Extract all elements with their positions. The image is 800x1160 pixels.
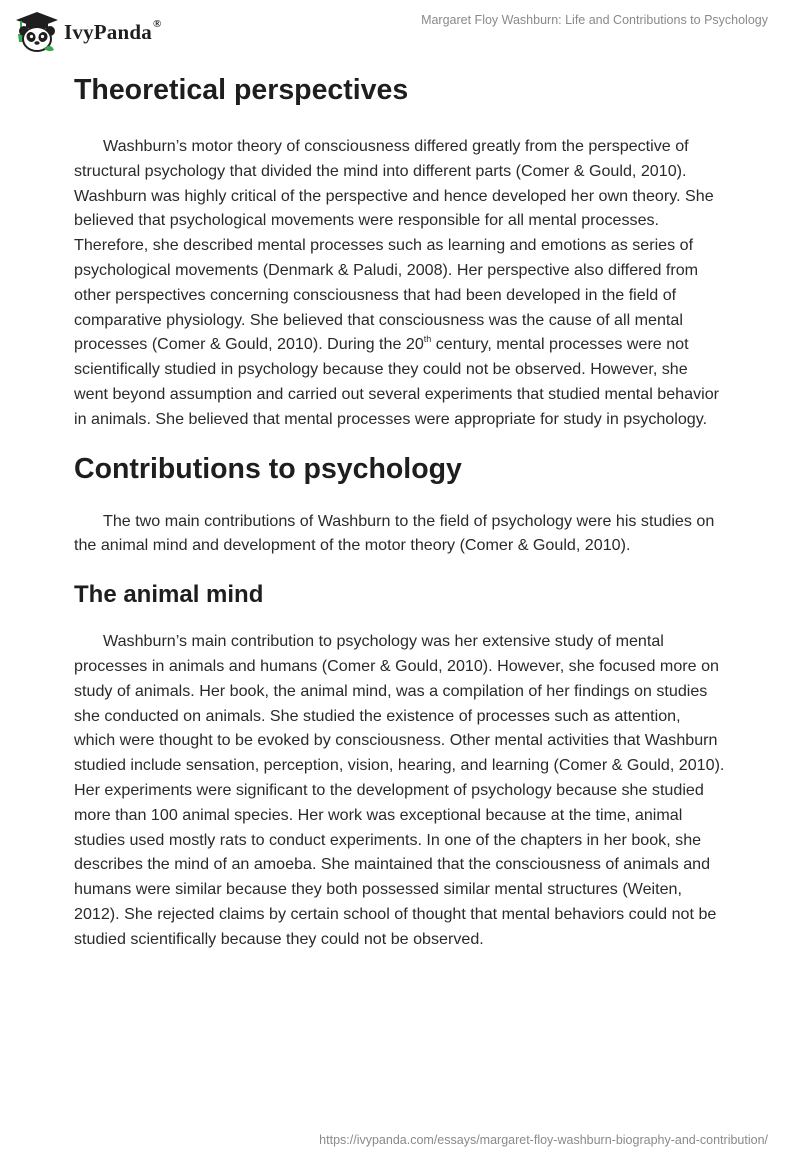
essay-body — [74, 70, 726, 952]
page-header — [0, 0, 800, 60]
logo-wordmark: IvyPanda® — [64, 17, 162, 44]
panda-graduate-icon — [14, 10, 60, 54]
heading-the-animal-mind: The animal mind — [74, 581, 264, 609]
heading-theoretical-perspectives: Theoretical perspectives — [74, 74, 409, 106]
paragraph-contributions: The two main contributions of Washburn to the field of psychology were his studies on the animal mind and development of the motor theory (Comer & Gould, 2010). — [74, 511, 715, 555]
heading-contributions-to-psychology: Contributions to psychology — [74, 452, 462, 485]
paragraph-theoretical-perspectives: Washburn’s motor theory of consciousness differed greatly from the perspective of structural psychology that divided the mind into different parts (Comer & Gould, 2010). Washburn was highly critical of the perspective and hence developed her own theory. She believed that psychological movements were responsible for all mental processes. Therefore, she described mental processes such as learning and emotions as series of psychological movements (Denmark & Paludi, 2008). Her perspective also differed from other perspectives concerning consciousness that had been developed in the field of comparative physiology. She believed that consciousness was the cause of all mental processes (Comer & Gould, 2010). During the 20th century, mental processes were not scientifically studied in psychology because they could not be observed. However, she went beyond assumption and carried out several experiments that studied mental behavior in animals. She believed that mental processes were appropriate for study in psychology. — [74, 137, 720, 428]
source-url[interactable]: https://ivypanda.com/essays/margaret-floy-washburn-biography-and-contribution/ — [319, 1133, 768, 1147]
ivypanda-logo[interactable] — [14, 10, 161, 54]
ordinal-suffix: th — [423, 334, 432, 345]
document-title: Margaret Floy Washburn: Life and Contributions to Psychology — [421, 13, 768, 27]
registered-mark: ® — [152, 17, 162, 30]
paragraph-animal-mind: Washburn’s main contribution to psychology was her extensive study of mental processes in animals and humans (Comer & Gould, 2010). However, she focused more on study of animals. Her book, the animal mind, was a compilation of her findings on studies she conducted on animals. She studied the existence of processes such as attention, which were thought to be evoked by consciousness. Other mental activities that Washburn studied include sensation, perception, vision, hearing, and learning (Comer & Gould, 2010). Her experiments were significant to the development of psychology because she studied more than 100 animal species. Her work was exceptional because at the time, animal studies used mostly rats to conduct experiments. In one of the chapters in her book, she describes the mind of an amoeba. She maintained that the consciousness of animals and humans were similar because they both possessed similar mental structures (Weiten, 2012). She rejected claims by certain school of thought that mental behaviors could not be studied scientifically because they could not be observed. — [74, 632, 725, 948]
